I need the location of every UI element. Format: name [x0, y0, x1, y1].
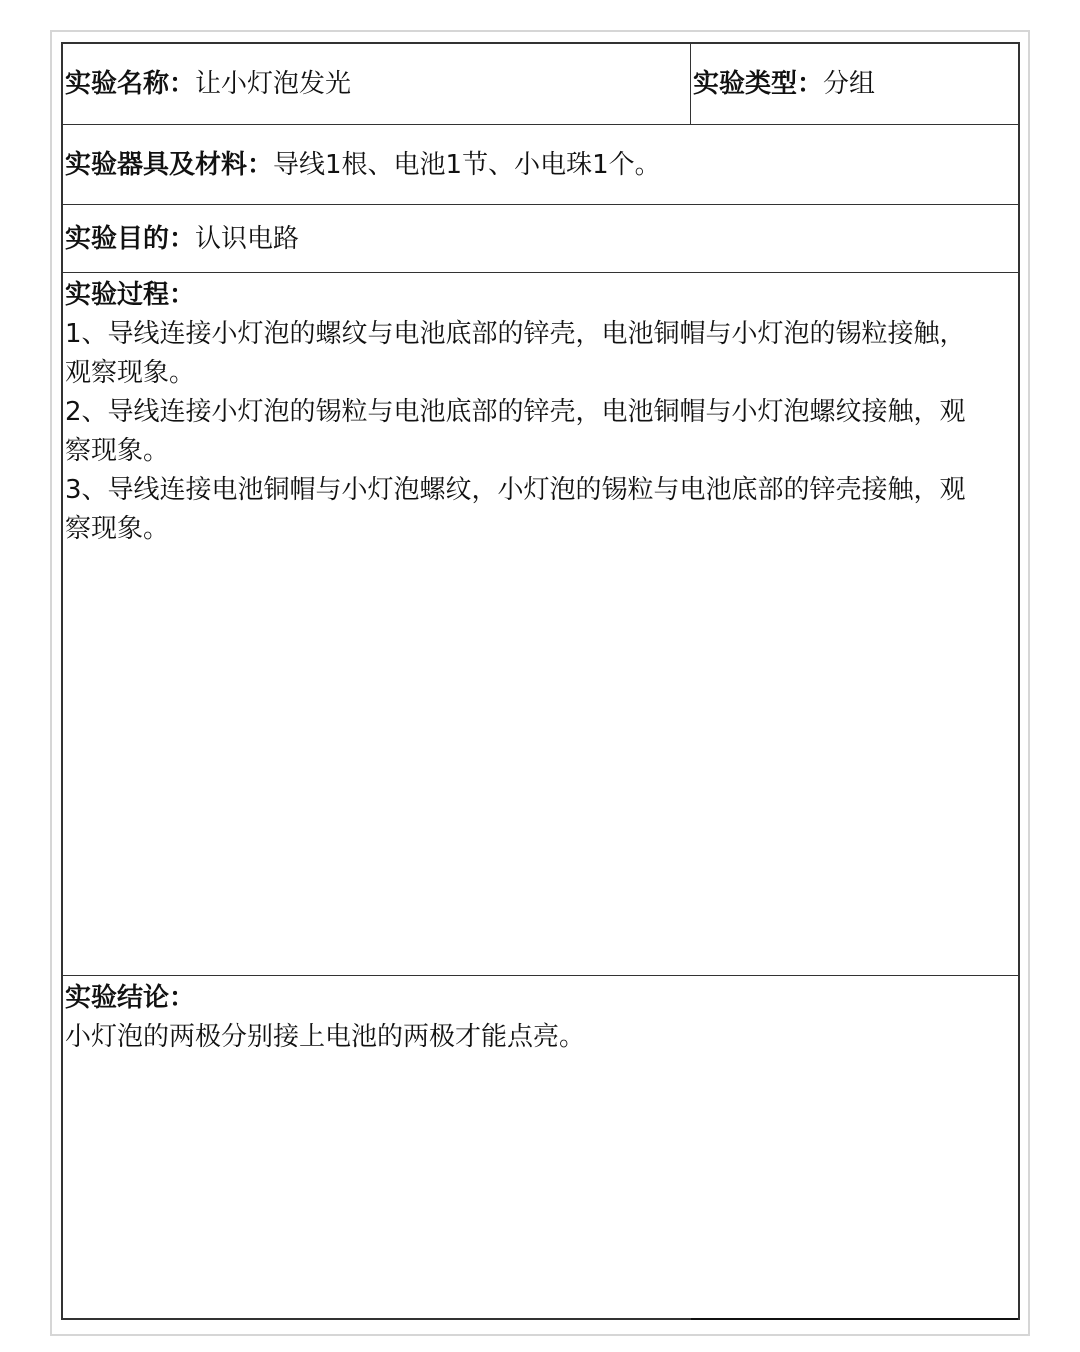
materials-row [63, 125, 1018, 205]
conclusion-block [65, 979, 1018, 1057]
purpose-line [65, 205, 299, 272]
materials-value: 导线1根、电池1节、小电珠1个。 [273, 149, 661, 180]
conclusion-value: 小灯泡的两极分别接上电池的两极才能点亮。 [65, 1022, 586, 1052]
process-block [65, 276, 1018, 549]
process-line: 观察现象。 [65, 358, 196, 388]
process-line: 3、导线连接电池铜帽与小灯泡螺纹，小灯泡的锡粒与电池底部的锌壳接触，观 [65, 475, 966, 505]
process-line: 2、导线连接小灯泡的锡粒与电池底部的锌壳，电池铜帽与小灯泡螺纹接触，观 [65, 397, 966, 427]
process-line: 察现象。 [65, 514, 170, 544]
process-label: 实验过程： [65, 280, 196, 310]
purpose-label: 实验目的： [65, 223, 196, 254]
experiment-name-label: 实验名称： [65, 69, 196, 99]
experiment-type-line [691, 64, 875, 104]
experiment-type-cell [691, 44, 1018, 124]
experiment-type-label: 实验类型： [693, 69, 824, 99]
table-bottom-accent [691, 1318, 1018, 1320]
process-row [63, 273, 1018, 976]
process-line: 1、导线连接小灯泡的螺纹与电池底部的锌壳，电池铜帽与小灯泡的锡粒接触， [65, 319, 966, 349]
purpose-row [63, 205, 1018, 273]
purpose-value: 认识电路 [195, 223, 300, 254]
experiment-type-value: 分组 [823, 69, 876, 99]
experiment-name-value: 让小灯泡发光 [195, 69, 352, 99]
conclusion-row [63, 976, 1018, 1318]
experiment-record-table [61, 42, 1020, 1320]
process-line: 察现象。 [65, 436, 170, 466]
conclusion-label: 实验结论： [65, 983, 196, 1013]
experiment-name-line [63, 64, 351, 104]
materials-label: 实验器具及材料： [65, 149, 274, 180]
experiment-name-cell [63, 44, 691, 124]
title-row [63, 44, 1018, 125]
materials-line [65, 125, 661, 204]
